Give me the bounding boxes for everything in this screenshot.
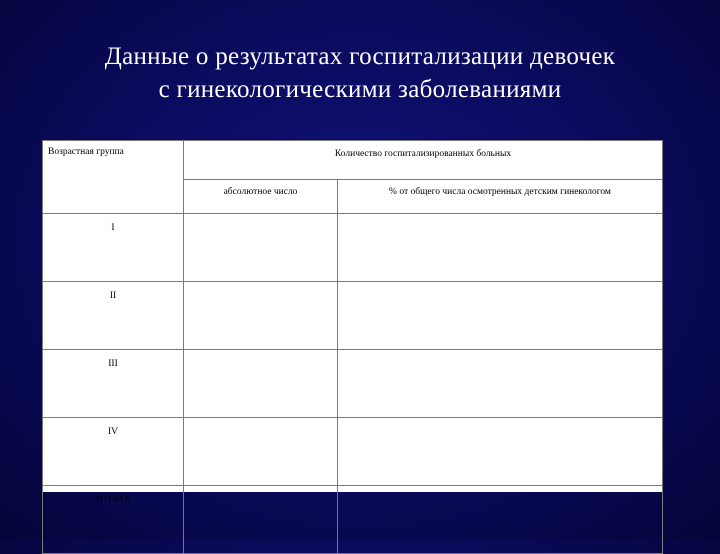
header-age-group: Возрастная группа: [43, 141, 184, 214]
header-percent-of-examined: % от общего числа осмотренных детским гинекологом: [338, 180, 663, 214]
cell-absolute-group-4: [184, 418, 338, 486]
slide-title-line-1: Данные о результатах госпитализации девочек: [104, 43, 616, 70]
row-label-group-2: II: [43, 282, 184, 350]
slide-title-line-2: с гинекологическими заболеваниями: [158, 76, 562, 103]
hospitalization-table-container: [42, 140, 662, 505]
row-label-total: ИТОГО:: [43, 486, 184, 554]
cell-absolute-group-3: [184, 350, 338, 418]
cell-absolute-group-1: [184, 214, 338, 282]
cell-absolute-group-2: [184, 282, 338, 350]
table-row: [43, 282, 663, 350]
cell-absolute-total: [184, 486, 338, 554]
table-total-row: [43, 486, 663, 554]
cell-percent-group-1: [338, 214, 663, 282]
table-row: [43, 418, 663, 486]
slide-title: [0, 40, 720, 106]
table-row: [43, 350, 663, 418]
header-absolute-number: абсолютное число: [184, 180, 338, 214]
cell-percent-total: [338, 486, 663, 554]
hospitalization-table: [42, 140, 663, 554]
cell-percent-group-3: [338, 350, 663, 418]
row-label-group-3: III: [43, 350, 184, 418]
table-header-row: [43, 141, 663, 180]
cell-percent-group-4: [338, 418, 663, 486]
header-hospitalized-count: Количество госпитализированных больных: [184, 141, 663, 180]
cell-percent-group-2: [338, 282, 663, 350]
table-row: [43, 214, 663, 282]
row-label-group-1: I: [43, 214, 184, 282]
row-label-group-4: IV: [43, 418, 184, 486]
